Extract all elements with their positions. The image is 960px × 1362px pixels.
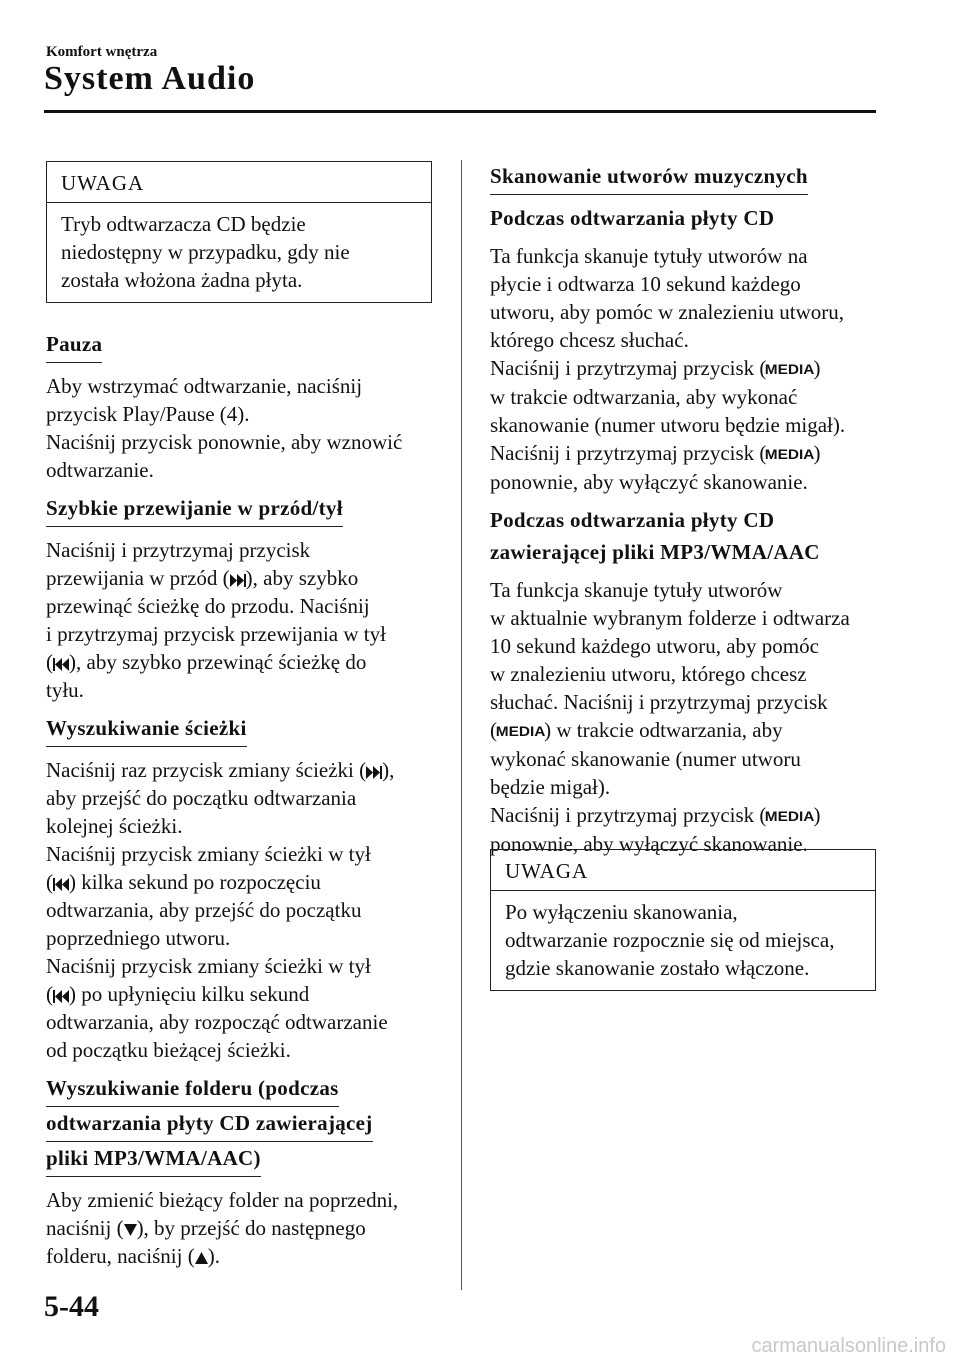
paragraph: Ta funkcja skanuje tytuły utworów w aktualnie wybranym folderze i odtwarza 10 sekund każdego utworu, aby pomóc w znalezieniu utworu, którego chcesz słuchać. Naciśnij i przytrzymaj przycisk (MEDIA) w trakcie odtwarzania, aby wykonać skanowanie (numer utworu będzie migał). Naciśnij i przytrzymaj przycisk (MEDIA) ponownie, aby wyłączyć skanowanie. bbox=[490, 578, 850, 856]
section-heading-folder-search: Wyszukiwanie folderu (podczas odtwarzania płyty CD zawierającej pliki MP3/WMA/AAC) bbox=[46, 1074, 441, 1177]
section-heading-scan: Skanowanie utworów muzycznych bbox=[490, 162, 808, 195]
media-button-icon: MEDIA bbox=[765, 361, 815, 377]
previous-track-icon bbox=[53, 878, 69, 891]
page-number: 5-44 bbox=[44, 1290, 99, 1323]
section-label: Komfort wnętrza bbox=[46, 44, 158, 60]
up-arrow-icon bbox=[195, 1252, 208, 1264]
note-line: Po wyłączeniu skanowania, bbox=[505, 900, 738, 924]
note-body bbox=[47, 203, 431, 302]
page-title: System Audio bbox=[44, 60, 256, 97]
note-heading: UWAGA bbox=[491, 850, 875, 891]
note-line: została włożona żadna płyta. bbox=[61, 268, 303, 292]
down-arrow-icon bbox=[124, 1224, 137, 1236]
note-box-cd bbox=[46, 161, 432, 303]
note-body bbox=[491, 891, 875, 990]
section-heading-fast-forward: Szybkie przewijanie w przód/tył bbox=[46, 494, 343, 527]
section-pause bbox=[46, 330, 441, 1280]
next-track-icon bbox=[366, 766, 382, 779]
column-divider bbox=[461, 160, 462, 1290]
paragraph: Ta funkcja skanuje tytuły utworów na płycie i odtwarza 10 sekund każdego utworu, aby pomóc w znalezieniu utworu, którego chcesz słuchać. Naciśnij i przytrzymaj przycisk (MEDIA) w trakcie odtwarzania, aby wykonać skanowanie (numer utworu będzie migał). Naciśnij i przytrzymaj przycisk (MEDIA) ponownie, aby wyłączyć skanowanie. bbox=[490, 244, 846, 494]
watermark: carmanualsonline.info bbox=[751, 1335, 946, 1357]
next-track-icon bbox=[230, 574, 246, 587]
media-button-icon: MEDIA bbox=[765, 446, 815, 462]
paragraph: Aby wstrzymać odtwarzanie, naciśnij przycisk Play/Pause (4). Naciśnij przycisk ponownie, aby wznowić odtwarzanie. bbox=[46, 374, 403, 482]
section-scan bbox=[490, 162, 880, 868]
media-button-icon: MEDIA bbox=[495, 723, 546, 739]
paragraph: Aby zmienić bieżący folder na poprzedni, naciśnij ( ), by przejść do następnego folderu, naciśnij ( ). bbox=[46, 1188, 399, 1268]
subheading-mp3: Podczas odtwarzania płyty CD zawierającej pliki MP3/WMA/AAC bbox=[490, 508, 820, 564]
note-box-scan bbox=[490, 849, 876, 991]
section-heading-pause: Pauza bbox=[46, 330, 102, 363]
note-line: odtwarzanie rozpocznie się od miejsca, bbox=[505, 928, 835, 952]
header-rule bbox=[44, 110, 876, 113]
previous-track-icon bbox=[53, 658, 69, 671]
previous-track-icon bbox=[53, 990, 69, 1003]
paragraph: Naciśnij raz przycisk zmiany ścieżki ( ), aby przejść do początku odtwarzania kolejnej ścieżki. Naciśnij przycisk zmiany ścieżki w tył ( ) kilka sekund po rozpoczęciu odtwarzania, aby przejść do początku poprzedniego utworu. Naciśnij przycisk zmiany ścieżki w tył ( ) po upłynięciu kilku sekund odtwarzania, aby rozpocząć odtwarzanie od początku bieżącej ścieżki. bbox=[46, 758, 395, 1062]
subheading-cd: Podczas odtwarzania płyty CD bbox=[490, 206, 775, 230]
section-heading-track-search: Wyszukiwanie ścieżki bbox=[46, 714, 247, 747]
note-line: niedostępny w przypadku, gdy nie bbox=[61, 240, 350, 264]
media-button-icon: MEDIA bbox=[765, 808, 815, 824]
note-line: gdzie skanowanie zostało włączone. bbox=[505, 956, 810, 980]
paragraph: Naciśnij i przytrzymaj przycisk przewijania w przód ( ), aby szybko przewinąć ścieżkę do przodu. Naciśnij i przytrzymaj przycisk przewijania w tył ( ), aby szybko przewinąć ścieżkę do tyłu. bbox=[46, 538, 386, 702]
note-line: Tryb odtwarzacza CD będzie bbox=[61, 212, 306, 236]
note-heading: UWAGA bbox=[47, 162, 431, 203]
